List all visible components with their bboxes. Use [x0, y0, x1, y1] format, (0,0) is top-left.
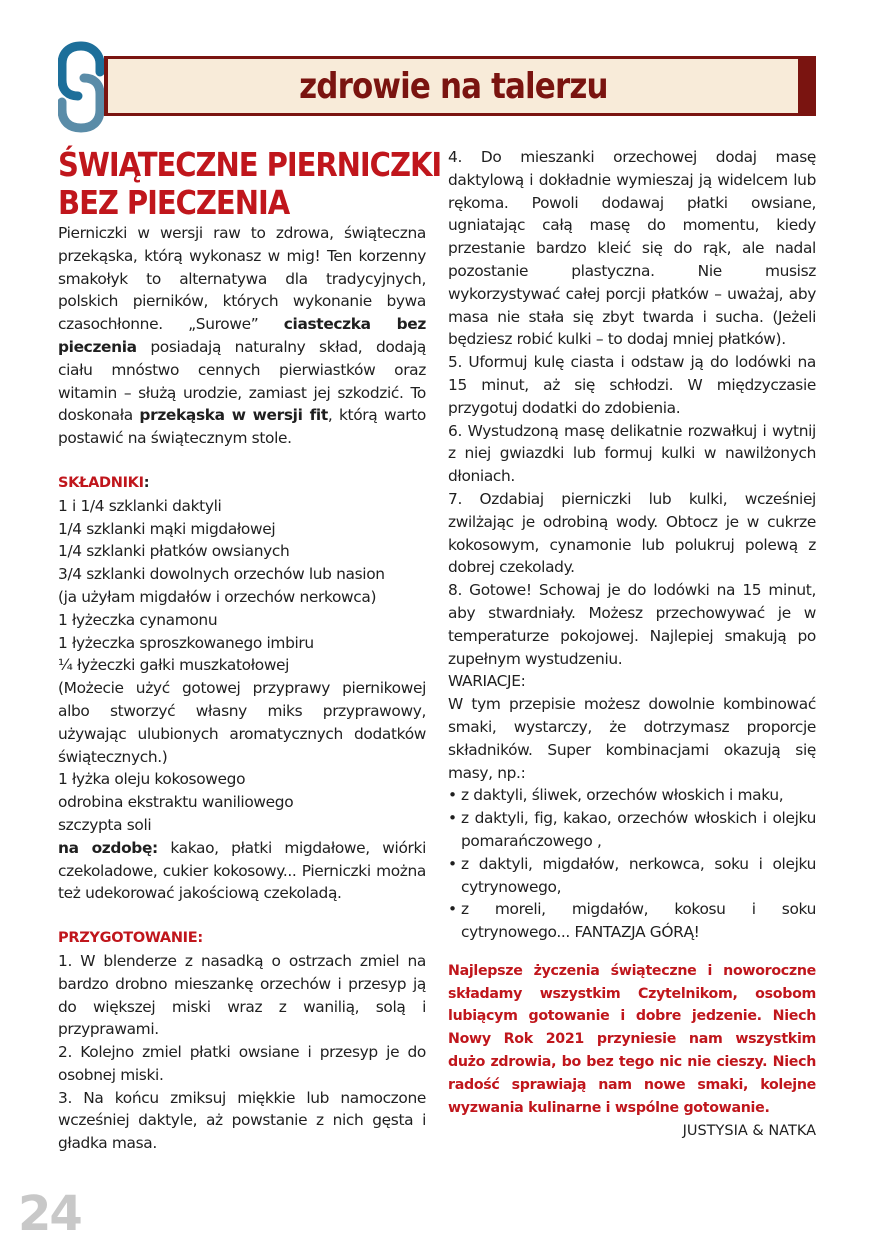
ingredient-item: odrobina ekstraktu waniliowego — [58, 793, 294, 812]
bullet-glyph: • — [448, 900, 457, 919]
ingredient-item: 1/4 szklanki płatków owsianych — [58, 542, 290, 561]
variation-text: z daktyli, śliwek, orzechów włoskich i maku, — [461, 786, 784, 805]
preparation-step: 8. Gotowe! Schowaj je do lodówki na 15 minut, aby stwardniały. Możesz przechowywać je w temperaturze pokojowej. Najlepiej smakują po zupełnym wystudzeniu. — [448, 581, 816, 668]
ingredients-heading-text: SKŁADNIKI — [58, 474, 144, 491]
bullet-glyph: • — [448, 786, 457, 805]
section-header-inner — [108, 59, 798, 113]
ingredient-item: 3/4 szklanki dowolnych orzechów lub nasion — [58, 565, 385, 584]
ingredients-heading-colon: : — [143, 474, 150, 491]
preparation-step: 2. Kolejno zmiel płatki owsiane i przesyp je do osobnej miski. — [58, 1043, 426, 1084]
ingredient-item: 1 łyżeczka sproszkowanego imbiru — [58, 633, 314, 652]
preparation-step: 4. Do mieszanki orzechowej dodaj masę daktylową i dokładnie wymieszaj ją widelcem lub rękoma. Powoli dodawaj płatki owsiane, ugniatając całą masę do momentu, kiedy przestanie bardzo kleić się do rąk, ale nadal pozostanie plastyczna. Nie musisz wykorzystywać całej porcji płatków – uważaj, aby masa nie stała się zbyt twarda i sucha. (Jeżeli będziesz robić kulki – to dodaj mniej płatków). — [448, 148, 816, 349]
preparation-step: 6. Wystudzoną masę delikatnie rozwałkuj i wytnij z niej gwiazdki lub formuj kulki w nawilżonych dłoniach. — [448, 421, 816, 486]
article-title-line2: BEZ PIECZENIA — [58, 183, 290, 222]
ingredient-item: szczypta soli — [58, 815, 152, 834]
right-column — [448, 146, 816, 1143]
preparation-step: 1. W blenderze z nasadką o ostrzach zmiel na bardzo drobno mieszankę orzechów i przesyp ją do większej miski wraz z wanilią, solą i przyprawami. — [58, 951, 426, 1039]
section-title: zdrowie na talerzu — [298, 65, 608, 107]
variation-item — [448, 807, 816, 853]
ingredients-heading — [58, 472, 426, 495]
preparation-step: 7. Ozdabiaj pierniczki lub kulki, wcześniej zwilżając je odrobiną wody. Obtocz je w cukrze kokosowym, cynamonie lub polukruj polewą z dobrej czekolady. — [448, 489, 816, 577]
ingredient-item: 1 i 1/4 szklanki daktyli — [58, 496, 222, 515]
intro-text-3: , którą warto postawić na świątecznym stole. — [58, 406, 426, 448]
holiday-wishes: Najlepsze życzenia świąteczne i noworoczne składamy wszystkim Czytelnikom, osobom lubiącym gotowanie i dobre jedzenie. Niech Nowy Rok 2021 przyniesie nam wszystkim dużo zdrowia, bo bez tego nic nie cieszy. Niech radość sprawiają nam nowe smaki, kolejne wyzwania kulinarne i wspólne gotowanie. — [448, 962, 816, 1116]
intro-text-2: posiadają naturalny skład, dodają ciału mnóstwo cennych pierwiastków oraz witamin – służą urodzie, zamiast jej szkodzić. To doskonała — [58, 337, 426, 425]
decoration-text: kakao, płatki migdałowe, wiórki czekoladowe, cukier kokosowy... Pierniczki można też udekorować jakościową czekoladą. — [58, 838, 426, 903]
variation-text: z daktyli, fig, kakao, orzechów włoskich i olejku pomarańczowego , — [461, 809, 816, 850]
bullet-glyph: • — [448, 809, 457, 828]
variation-item — [448, 853, 816, 899]
variations-heading: WARIACJE: — [448, 672, 526, 691]
variation-text: z moreli, migdałów, kokosu i soku cytrynowego... FANTAZJA GÓRĄ! — [461, 900, 816, 942]
variations-text: W tym przepisie możesz dowolnie kombinować smaki, wystarczy, że dotrzymasz proporcje składników. Super kombinacjami okazują się masy, np.: — [448, 695, 816, 782]
intro-bold-1: ciasteczka bez pieczenia — [58, 315, 426, 356]
chain-link-logo — [58, 40, 104, 134]
bullet-glyph: • — [448, 854, 457, 873]
ingredient-item: (ja użyłam migdałów i orzechów nerkowca) — [58, 587, 377, 606]
variation-item — [448, 898, 816, 944]
decoration-paragraph — [58, 837, 426, 905]
article-title-line1: ŚWIĄTECZNE PIERNICZKI — [58, 145, 442, 184]
preparation-heading: PRZYGOTOWANIE: — [58, 930, 203, 947]
section-header — [104, 56, 816, 116]
intro-text-1: Pierniczki w wersji raw to zdrowa, świąteczna przekąska, którą wykonasz w mig! Ten korzenny smakołyk to alternatywa dla tradycyjnych, polskich pierników, których wykonanie bywa czasochłonne. „Surowe” — [58, 224, 426, 334]
preparation-step: 5. Uformuj kulę ciasta i odstaw ją do lodówki na 15 minut, aż się schłodzi. W międzyczasie przygotuj dodatki do zdobienia. — [448, 353, 816, 417]
preparation-step: 3. Na końcu zmiksuj miękkie lub namoczone wcześniej daktyle, aż powstanie z nich gęsta i gładka masa. — [58, 1088, 426, 1153]
variation-text: z daktyli, migdałów, nerkowca, soku i olejku cytrynowego, — [461, 854, 816, 896]
ingredient-item: 1 łyżka oleju kokosowego — [58, 770, 246, 789]
intro-paragraph — [58, 222, 426, 450]
ingredient-item: 1/4 szklanki mąki migdałowej — [58, 519, 276, 538]
intro-bold-2: przekąska w wersji fit — [139, 406, 328, 425]
left-column — [58, 145, 442, 1155]
variation-item — [448, 784, 816, 807]
author-signature: JUSTYSIA & NATKA — [682, 1123, 816, 1140]
ingredient-note: (Możecie użyć gotowej przyprawy piernikowej albo stworzyć własny miks przyprawowy, używając ulubionych aromatycznych dodatków świątecznych.) — [58, 679, 426, 766]
page-number: 24 — [18, 1186, 81, 1240]
ingredient-item: 1 łyżeczka cynamonu — [58, 610, 218, 629]
ingredient-item: ¼ łyżeczki gałki muszkatołowej — [58, 656, 290, 675]
decoration-label: na ozdobę: — [58, 838, 158, 857]
